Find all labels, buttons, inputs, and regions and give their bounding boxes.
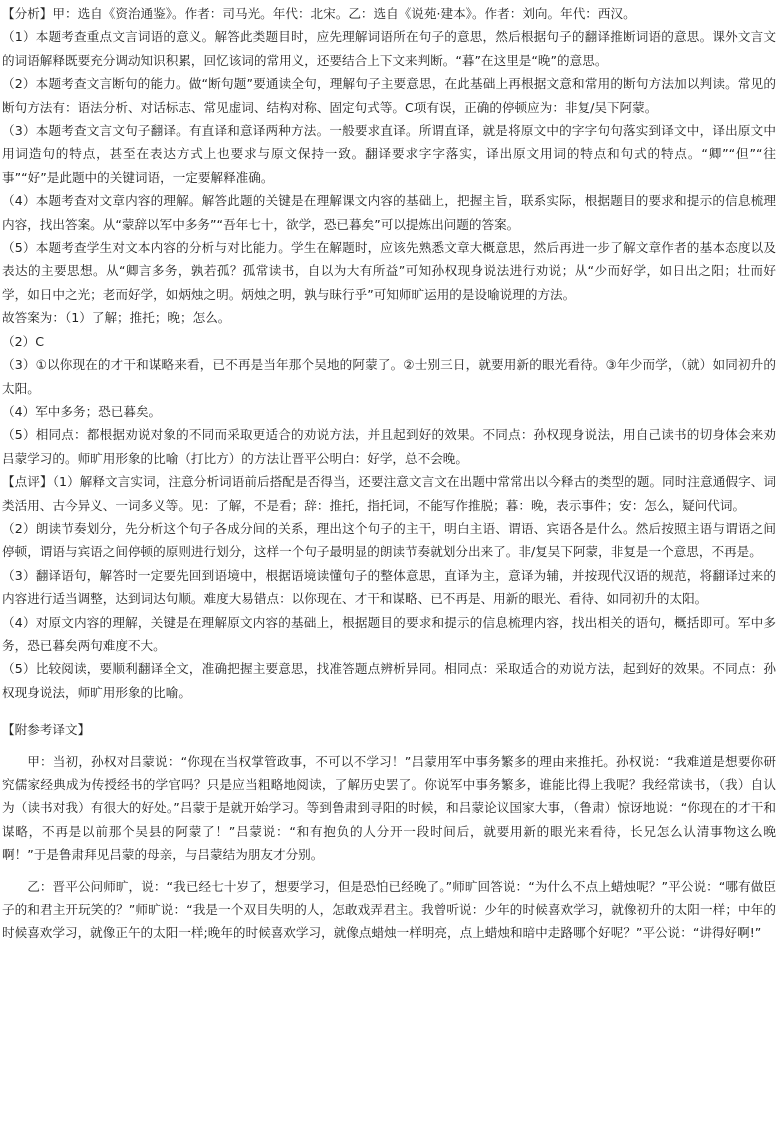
translation-section <box>2 718 776 945</box>
analysis-item-4: （4）本题考查对文章内容的理解。解答此题的关键是在理解课文内容的基础上，把握主旨，联系实际，根据题目的要求和提示的信息梳理内容，找出答案。从“蒙辞以军中多务”“吾年七十，欲学，恐已暮矣”可以提炼出问题的答案。 <box>2 193 776 232</box>
translation-yi: 乙：晋平公问师旷，说：“我已经七十岁了，想要学习，但是恐怕已经晚了。”师旷回答说：“为什么不点上蜡烛呢？”平公说：“哪有做臣子的和君主开玩笑的？”师旷说：“我是一个双目失明的人，怎敢戏弄君主。我曾听说：少年的时候喜欢学习，就像初升的太阳一样；中年的时候喜欢学习，就像正午的太阳一样;晚年的时候喜欢学习，就像点蜡烛一样明亮，点上蜡烛和暗中走路哪个好呢？”平公说：“讲得好啊!” <box>2 878 776 941</box>
answer-item-3: （3）①以你现在的才干和谋略来看，已不再是当年那个吴地的阿蒙了。②士别三日，就要用新的眼光看待。③年少而学，（就）如同初升的太阳。 <box>2 357 776 396</box>
translation-heading: 【附参考译文】 <box>2 722 91 738</box>
comment-item-5: （5）比较阅读，要顺利翻译全文，准确把握主要意思，找准答题点辨析异同。相同点：采取适合的劝说方法，起到好的效果。不同点：孙权现身说法，师旷用形象的比喻。 <box>2 661 776 700</box>
analysis-intro: 【分析】甲：选自《资治通鉴》。作者：司马光。年代：北宋。乙：选自《说苑·建本》。作者：刘向。年代：西汉。 <box>2 6 636 21</box>
analysis-item-1: （1）本题考查重点文言词语的意义。解答此类题目时，应先理解词语所在句子的意思，然后根据句子的翻译推断词语的意思。课外文言文的词语解释既要充分调动知识积累，回忆该词的常用义，还要结合上下文来判断。“暮”在这里是“晚”的意思。 <box>2 29 776 68</box>
section-spacer <box>2 704 776 718</box>
analysis-item-3: （3）本题考查文言文句子翻译。有直译和意译两种方法。一般要求直译。所谓直译，就是将原文中的字字句句落实到译文中，译出原文中用词造句的特点，甚至在表达方式上也要求与原文保持一致。翻译要求字字落实，译出原文用词的特点和句式的特点。“卿”“但”“往事”“好”是此题中的关键词语，一定要解释准确。 <box>2 123 776 185</box>
analysis-item-5: （5）本题考查学生对文本内容的分析与对比能力。学生在解题时，应该先熟悉文章大概意思，然后再进一步了解文章作者的基本态度以及表达的主要思想。从“卿言多务，孰若孤？孤常读书，自以为大有所益”可知孙权现身说法进行劝说；从“少而好学，如日出之阳；壮而好学，如日中之光；老而好学，如炳烛之明。炳烛之明，孰与昧行乎”可知师旷运用的是设喻说理的方法。 <box>2 240 776 302</box>
answer-lead: 故答案为：（1）了解；推托；晚；怎么。 <box>2 310 231 326</box>
analysis-item-2: （2）本题考查文言断句的能力。做“断句题”要通读全句，理解句子主要意思，在此基础上再根据文意和常用的断句方法加以判读。常见的断句方法有：语法分析、对话标志、常见虚词、结构对称、固定句式等。C项有误，正确的停顿应为：非复/吴下阿蒙。 <box>2 76 776 115</box>
comment-item-2: （2）朗读节奏划分，先分析这个句子各成分间的关系，理出这个句子的主干，明白主语、谓语、宾语各是什么。然后按照主语与谓语之间停顿，谓语与宾语之间停顿的原则进行划分，这样一个句子最明显的朗读节奏就划分出来了。非/复吴下阿蒙，非复是一个意思，不再是。 <box>2 520 776 560</box>
heading-spacer <box>2 742 776 750</box>
analysis-section <box>2 2 776 306</box>
comment-item-3: （3）翻译语句，解答时一定要先回到语境中，根据语境读懂句子的整体意思，直译为主，意译为辅，并按现代汉语的规范，将翻译过来的内容进行适当调整，达到词达句顺。难度大易错点：以你现在、才干和谋略、已不再是、用新的眼光、看待、如同初升的太阳。 <box>2 567 776 607</box>
answer-item-4: （4）军中多务；恐已暮矣。 <box>2 403 162 419</box>
paragraph-spacer <box>2 867 776 875</box>
comment-item-1: 【点评】（1）解释文言实词，注意分析词语前后搭配是否得当，还要注意文言文在出题中常常出以今释古的类型的题。同时注意通假字、词类活用、古今异义、一词多义等。见：了解，不是看；辞：推托，指托词，不能写作推脱；暮：晚，表示事件；安：怎么，疑问代词。 <box>2 474 776 513</box>
answer-item-2: （2）C <box>2 333 44 349</box>
translation-jia: 甲：当初，孙权对吕蒙说：“你现在当权掌管政事，不可以不学习！”吕蒙用军中事务繁多的理由来推托。孙权说：“我难道是想要你研究儒家经典成为传授经书的学官吗？只是应当粗略地阅读，了解历史罢了。你说军中事务繁多，谁能比得上我呢？我经常读书，（我）自认为（读书对我）有很大的好处。”吕蒙于是就开始学习。等到鲁肃到寻阳的时候，和吕蒙论议国家大事，（鲁肃）惊讶地说：“你现在的才干和谋略，不再是以前那个吴县的阿蒙了！”吕蒙说：“和有抱负的人分开一段时间后，就要用新的眼光来看待，长兄怎么认清事物这么晚啊！”于是鲁肃拜见吕蒙的母亲，与吕蒙结为朋友才分别。 <box>2 753 776 863</box>
comment-item-4: （4）对原文内容的理解，关键是在理解原文内容的基础上，根据题目的要求和提示的信息梳理内容，找出相关的语句，概括即可。军中多务，恐已暮矣两句难度不大。 <box>2 614 776 653</box>
answer-item-5: （5）相同点：都根据劝说对象的不同而采取更适合的劝说方法，并且起到好的效果。不同点：孙权现身说法，用自己读书的切身体会来劝吕蒙学习的。师旷用形象的比喻（打比方）的方法让晋平公明白：好学，总不会晚。 <box>2 427 776 466</box>
comment-section <box>2 470 776 704</box>
answers-section <box>2 306 776 470</box>
